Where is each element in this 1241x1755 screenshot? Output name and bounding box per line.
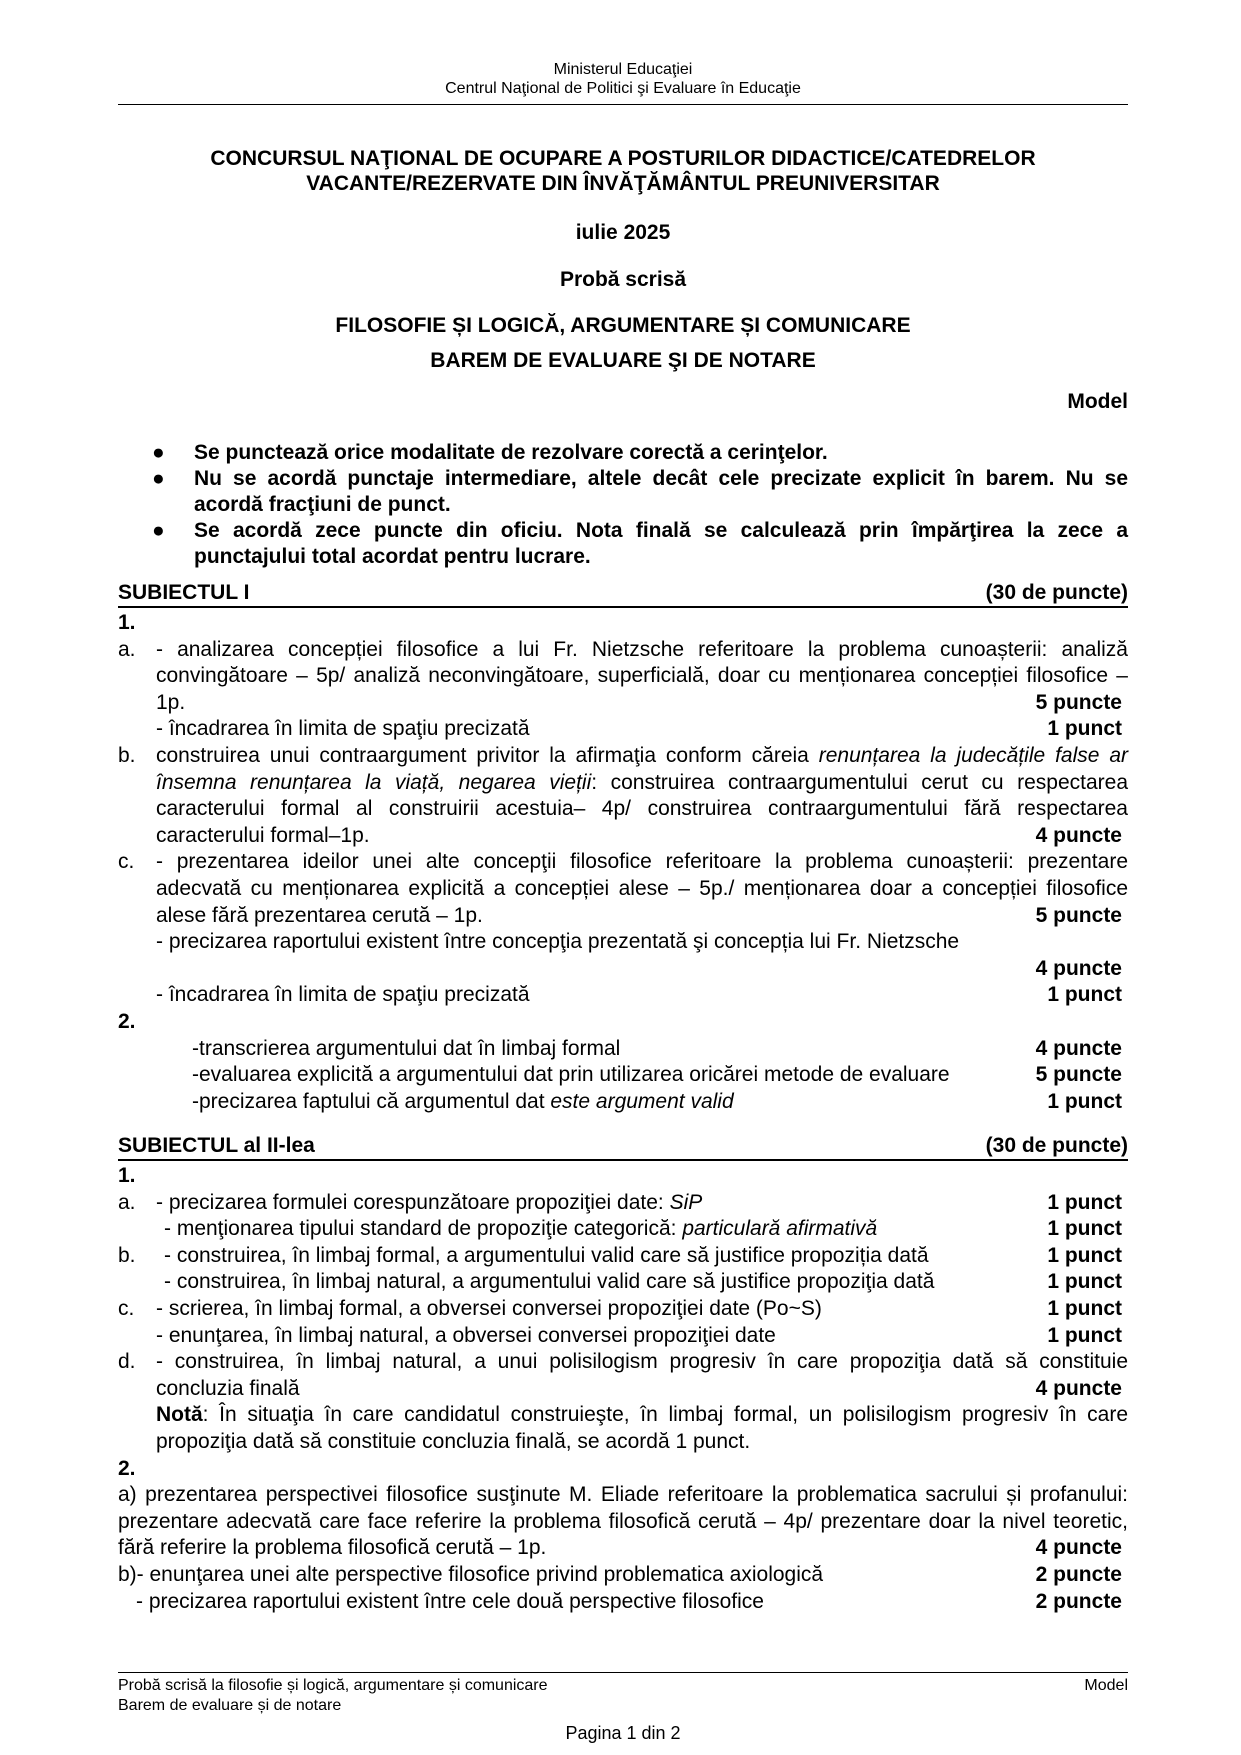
section-2-heading <box>118 1133 1128 1161</box>
item-2-2a: a) prezentarea perspectivei filosofice susţinute M. Eliade referitoare la problematica sacrului și profanului: prezentare adecvată care face referire la problema filosofică cerută – 4p/ prezentare doar la nivel teoretic, fără referire la problema filosofică cerută – 1p. 4 puncte <box>118 1482 1128 1562</box>
item-label: b. <box>118 1243 136 1267</box>
model-label: Model <box>1067 390 1128 413</box>
page-header <box>118 60 1128 98</box>
page-number: Pagina 1 din 2 <box>565 1723 681 1743</box>
question-number: 2. <box>118 1009 136 1033</box>
title-line-2: VACANTE/REZERVATE DIN ÎNVĂŢĂMÂNTUL PREUNIVERSITAR <box>306 172 940 195</box>
barem-title: BAREM DE EVALUARE ŞI DE NOTARE <box>430 349 816 372</box>
points-value: 4 puncte <box>1035 956 1122 980</box>
item-1a: a. - analizarea concepției filosofice a lui Fr. Nietzsche referitoare la problema cunoașterii: analiză convingătoare – 5p/ analiză neconvingătoare, superficială, doar cu menționarea concepției filosofice – 1p. 5 puncte - încadrarea în limita de spaţiu precizată 1 punct <box>118 637 1128 743</box>
item-2-1a: a. - precizarea formulei corespunzătoare propoziţiei date: SiP 1 punct - menţionarea tipului standard de propoziţie categorică: particulară afirmativă 1 punct <box>118 1190 1128 1243</box>
points-value: 4 puncte <box>1030 1535 1122 1562</box>
header-divider <box>118 104 1128 105</box>
points-value: 1 punct <box>1041 1216 1122 1243</box>
points-value: 5 puncte <box>1030 690 1122 717</box>
exam-type: Probă scrisă <box>559 268 687 291</box>
footer-line-1: Probă scrisă la filosofie și logică, argumentare și comunicare <box>118 1677 548 1694</box>
item-label: a. <box>118 637 136 661</box>
points-value: 1 punct <box>1041 982 1122 1009</box>
points-value: 2 puncte <box>1030 1562 1122 1589</box>
page-footer <box>118 1676 1128 1716</box>
question-number: 1. <box>118 1164 136 1187</box>
section-1-title: SUBIECTUL I <box>118 581 250 604</box>
item-2-2b: b)- enunţarea unei alte perspective filosofice privind problematica axiologică 2 puncte <box>118 1562 1128 1589</box>
item-label: c. <box>118 1296 135 1320</box>
points-value: 1 punct <box>1041 1243 1122 1270</box>
bullet-icon: ● <box>152 519 165 542</box>
footer-model: Model <box>1084 1677 1128 1694</box>
footer-line-2: Barem de evaluare și de notare <box>118 1697 342 1714</box>
section-1-points: (30 de puncte) <box>985 581 1128 604</box>
item-label: c. <box>118 850 135 874</box>
item-1b: b. construirea unui contraargument privitor la afirmaţia conform căreia renunțarea la judecățile false ar însemna renunțarea la viață, negarea vieții: construirea contraargumentului cerut cu respectarea caracterului formal al construirii acestuia– 4p/ construirea contraargumentului fără respectarea caracterului formal–1p. 4 puncte <box>118 743 1128 849</box>
points-value: 5 puncte <box>1030 903 1122 930</box>
instruction-item: ● Se punctează orice modalitate de rezolvare corectă a cerinţelor. <box>152 441 828 464</box>
points-value: 1 punct <box>1041 1323 1122 1350</box>
item-2: -transcrierea argumentului dat în limbaj formal 4 puncte -evaluarea explicită a argumentului dat prin utilizarea oricărei metode de evaluare 5 puncte -precizarea faptului că argumentul dat este argument valid 1 punct <box>118 1036 1128 1116</box>
note: Notă: În situaţia în care candidatul construieşte, în limbaj formal, un polisilogism progresiv în care propoziţia dată să constituie concluzia finală, se acordă 1 punct. <box>156 1403 1128 1453</box>
section-1-heading <box>118 580 1128 608</box>
item-1c: c. - prezentarea ideilor unei alte concepţii filosofice referitoare la problema cunoașterii: prezentare adecvată cu menționarea explicită a concepției alese – 5p./ menționarea doar a concepției filosofice alese fără prezentarea cerută – 1p. 5 puncte - precizarea raportului existent între concepţia prezentată şi concepția lui Fr. Nietzsche 4 puncte - încadrarea în limita de spaţiu precizată 1 punct <box>118 849 1128 1009</box>
points-value: 1 punct <box>1041 1089 1122 1116</box>
points-value: 1 punct <box>1041 1269 1122 1296</box>
bullet-icon: ● <box>152 467 165 490</box>
points-value: 1 punct <box>1041 1190 1122 1217</box>
points-value: 5 puncte <box>1030 1062 1122 1089</box>
exam-date: iulie 2025 <box>575 221 671 244</box>
question-number: 1. <box>118 611 136 634</box>
item-2-1b: b. - construirea, în limbaj formal, a argumentului valid care să justifice propoziția dată 1 punct - construirea, în limbaj natural, a argumentului valid care să justifice propoziţia dată 1 punct <box>118 1243 1128 1296</box>
question-number: 2. <box>118 1456 136 1480</box>
item-label: a. <box>118 1190 136 1214</box>
points-value: 4 puncte <box>1030 1376 1122 1403</box>
points-value: 1 punct <box>1041 716 1122 743</box>
item-label: b. <box>118 743 136 767</box>
points-value: 2 puncte <box>1030 1589 1122 1616</box>
instructions-list <box>152 440 1128 570</box>
section-1-body <box>118 610 1128 1115</box>
points-value: 4 puncte <box>1030 1036 1122 1063</box>
center-name: Centrul Naţional de Politici şi Evaluare în Educaţie <box>445 80 801 97</box>
item-2-1c: c. - scrierea, în limbaj formal, a obversei conversei propoziţiei date (Po~S) 1 punct - enunţarea, în limbaj natural, a obversei conversei propoziţiei date 1 punct <box>118 1296 1128 1349</box>
item-label: d. <box>118 1350 136 1374</box>
bullet-icon: ● <box>152 441 165 464</box>
note-label: Notă <box>156 1403 203 1427</box>
subject-title: FILOSOFIE ȘI LOGICĂ, ARGUMENTARE ȘI COMUNICARE <box>335 314 911 337</box>
footer-divider <box>118 1672 1128 1673</box>
title-line-1: CONCURSUL NAŢIONAL DE OCUPARE A POSTURILOR DIDACTICE/CATEDRELOR <box>210 147 1036 170</box>
ministry-name: Ministerul Educaţiei <box>553 61 693 78</box>
item-2-1d: d. - construirea, în limbaj natural, a unui polisilogism progresiv în care propoziţia dată să constituie concluzia finală 4 puncte Notă: În situaţia în care candidatul construieşte, în limbaj formal, un polisilogism progresiv în care propoziţia dată să constituie concluzia finală, se acordă 1 punct. <box>118 1349 1128 1455</box>
section-2-title: SUBIECTUL al II-lea <box>118 1134 315 1157</box>
section-2-points: (30 de puncte) <box>985 1134 1128 1157</box>
points-value: 4 puncte <box>1030 823 1122 850</box>
points-value: 1 punct <box>1041 1296 1122 1323</box>
section-2-body: 1. a. - precizarea formulei corespunzătoare propoziţiei date: SiP 1 punct - menţionarea tipului standard de propoziţie categorică: particulară afirmativă 1 punct b. - construirea, în limbaj formal, a argumentului valid care să justifice propoziția dată 1 punct - construirea, în limbaj natural, a argumentului valid care să justifice propoziţia dată 1 punct c. - scrierea, în limbaj formal, a obversei conversei propoziţiei date (Po~S) 1 punct - enunţarea, în limbaj natural, a obversei conversei propoziţiei date 1 punct d. - construirea, în limbaj natural, a unui polisilogism progresiv în care propoziţia dată să constituie concluzia finală 4 puncte Notă: În situaţia în care candidatul construieşte, în limbaj formal, un polisilogism progresiv în care propoziţia dată să constituie concluzia finală, se acordă 1 punct. 2. a) prezentarea perspectivei filosofice susţinute M. Eliade referitoare la problematica sacrului și profanului: prezentare adecvată care face referire la problema filosofică cerută – 4p/ prezentare doar la nivel teoretic, fără referire la problema filosofică cerută – 1p. 4 puncte b)- enunţarea unei alte perspective filosofice privind problematica axiologică 2 puncte - precizarea raportului existent între cele două perspective filosofice 2 puncte <box>118 1163 1128 1615</box>
instruction-item: ● Nu se acordă punctaje intermediare, altele decât cele precizate explicit în barem. Nu se acordă fracţiuni de punct. <box>152 467 1128 516</box>
instruction-item: ● Se acordă zece puncte din oficiu. Nota finală se calculează prin împărţirea la zece a punctajului total acordat pentru lucrare. <box>152 519 1128 568</box>
